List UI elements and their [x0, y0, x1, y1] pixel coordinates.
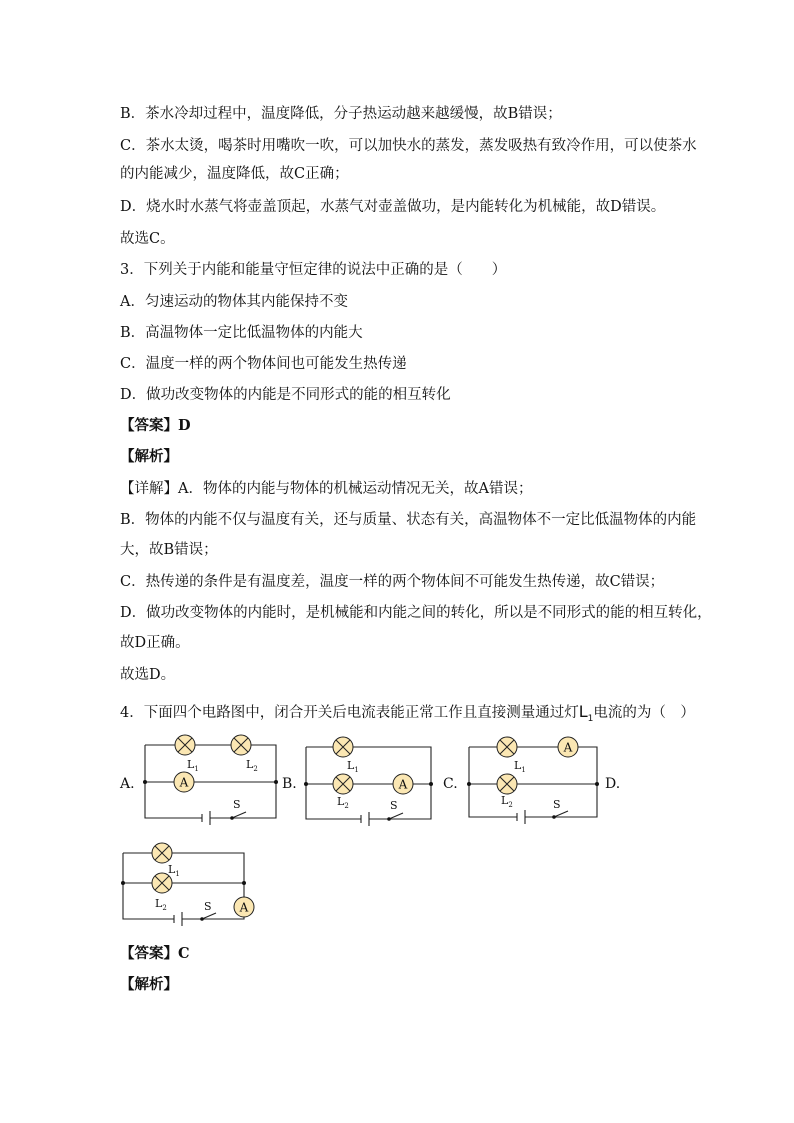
- q3-option-d: D．做功改变物体的内能是不同形式的能的相互转化: [120, 387, 451, 403]
- line-b-cool: B．茶水冷却过程中，温度降低，分子热运动越来越缓慢，故B错误；: [120, 106, 562, 122]
- lamp-label-l1: $L_1$: [514, 759, 526, 774]
- q3-detail-b: B．物体的内能不仅与温度有关，还与质量、状态有关，高温物体不一定比低温物体的内能: [120, 512, 697, 528]
- switch-label-s: S: [390, 799, 398, 812]
- q4-answer: 【答案】C: [120, 945, 190, 962]
- q3-option-a: A．匀速运动的物体其内能保持不变: [120, 294, 348, 310]
- ammeter-icon: [393, 774, 413, 794]
- circuit-b: [305, 737, 445, 827]
- lamp-l2-icon: [497, 774, 517, 794]
- svg-text:A: A: [239, 900, 249, 915]
- q4-stem-post: 电流的为（ ）: [593, 705, 695, 721]
- circuit-a-junction: [143, 780, 147, 784]
- lamp-l2-icon: [152, 873, 172, 893]
- circuit-c: [468, 737, 608, 827]
- line-d-steam: D．烧水时水蒸气将壶盖顶起，水蒸气对壶盖做功，是内能转化为机械能，故D错误。: [120, 199, 666, 215]
- lamp-l1-icon: [333, 737, 353, 757]
- ammeter-icon: [174, 772, 194, 792]
- circuit-c-junction: [467, 782, 471, 786]
- q3-option-b: B．高温物体一定比低温物体的内能大: [120, 325, 363, 341]
- lamp-label-l1: $L_1$: [168, 863, 180, 878]
- circuit-a: [144, 735, 284, 825]
- q3-choose-d: 故选D。: [120, 667, 176, 683]
- circuit-c-junction: [595, 782, 599, 786]
- question-3-stem: 3．下列关于内能和能量守恒定律的说法中正确的是（ ）: [120, 262, 507, 278]
- line-choose-c: 故选C。: [120, 231, 175, 247]
- lamp-l2-icon: [231, 735, 251, 755]
- q4-option-b-label: B.: [282, 776, 297, 792]
- lamp-label-l2: $L_2$: [501, 794, 513, 809]
- q3-detail-d: D．做功改变物体的内能时，是机械能和内能之间的转化，所以是不同形式的能的相互转化，: [120, 605, 712, 621]
- lamp-l1-icon: [497, 737, 517, 757]
- ammeter-icon: [234, 897, 254, 917]
- switch-label-s: S: [233, 798, 241, 811]
- q4-option-c-label: C.: [443, 776, 458, 792]
- q3-detail-c: C．热传递的条件是有温度差，温度一样的两个物体间不可能发生热传递，故C错误；: [120, 574, 665, 590]
- lamp-l1-icon: [175, 735, 195, 755]
- lamp-label-l1: $L_1$: [347, 759, 359, 774]
- q3-option-c: C．温度一样的两个物体间也可能发生热传递: [120, 356, 407, 372]
- q3-detail-b-cont: 大，故B错误；: [120, 542, 218, 558]
- circuit-d-junction: [242, 881, 246, 885]
- circuit-d-switch-pivot: [200, 917, 204, 921]
- ammeter-icon: [558, 737, 578, 757]
- circuit-d-junction: [121, 881, 125, 885]
- circuit-a-junction: [274, 780, 278, 784]
- q4-stem-pre: 4．下面四个电路图中，闭合开关后电流表能正常工作且直接测量通过灯: [120, 705, 579, 721]
- circuit-b-switch-pivot: [387, 817, 391, 821]
- svg-text:A: A: [179, 775, 189, 790]
- circuit-c-switch-pivot: [552, 815, 556, 819]
- q3-analysis-heading: 【解析】: [120, 448, 178, 465]
- circuit-a-switch-pivot: [230, 816, 234, 820]
- question-4-stem: [120, 702, 695, 729]
- circuit-d: [122, 843, 272, 923]
- lamp-label-l2: $L_2$: [246, 758, 258, 773]
- lamp-label-l2: $L_2$: [155, 897, 167, 912]
- svg-text:A: A: [563, 740, 573, 755]
- lamp-label-l1: $L_1$: [187, 758, 199, 773]
- circuit-b-junction: [304, 782, 308, 786]
- line-c-blow: C．茶水太烫，喝茶时用嘴吹一吹，可以加快水的蒸发，蒸发吸热有致冷作用，可以使茶水: [120, 138, 697, 154]
- q3-detail-d-cont: 故D正确。: [120, 635, 190, 651]
- line-c-blow-cont: 的内能减少，温度降低，故C正确；: [120, 166, 349, 182]
- switch-label-s: S: [204, 900, 212, 913]
- q3-detail-a: 【详解】A．物体的内能与物体的机械运动情况无关，故A错误；: [120, 481, 533, 497]
- lamp-label-l2: $L_2$: [337, 795, 349, 810]
- circuit-c-wires: [469, 747, 597, 824]
- lamp-l2-icon: [333, 774, 353, 794]
- circuit-b-junction: [429, 782, 433, 786]
- q4-option-d-label: D.: [605, 776, 621, 792]
- switch-label-s: S: [553, 798, 561, 811]
- q3-answer: 【答案】D: [120, 417, 191, 434]
- q4-analysis-heading: 【解析】: [120, 976, 178, 993]
- circuit-a-wires: [145, 745, 276, 825]
- q4-option-a-label: A.: [120, 776, 135, 792]
- circuit-d-wires: [123, 853, 244, 926]
- q4-stem-lamp: $L_1$: [578, 702, 594, 725]
- svg-text:A: A: [398, 777, 408, 792]
- lamp-l1-icon: [152, 843, 172, 863]
